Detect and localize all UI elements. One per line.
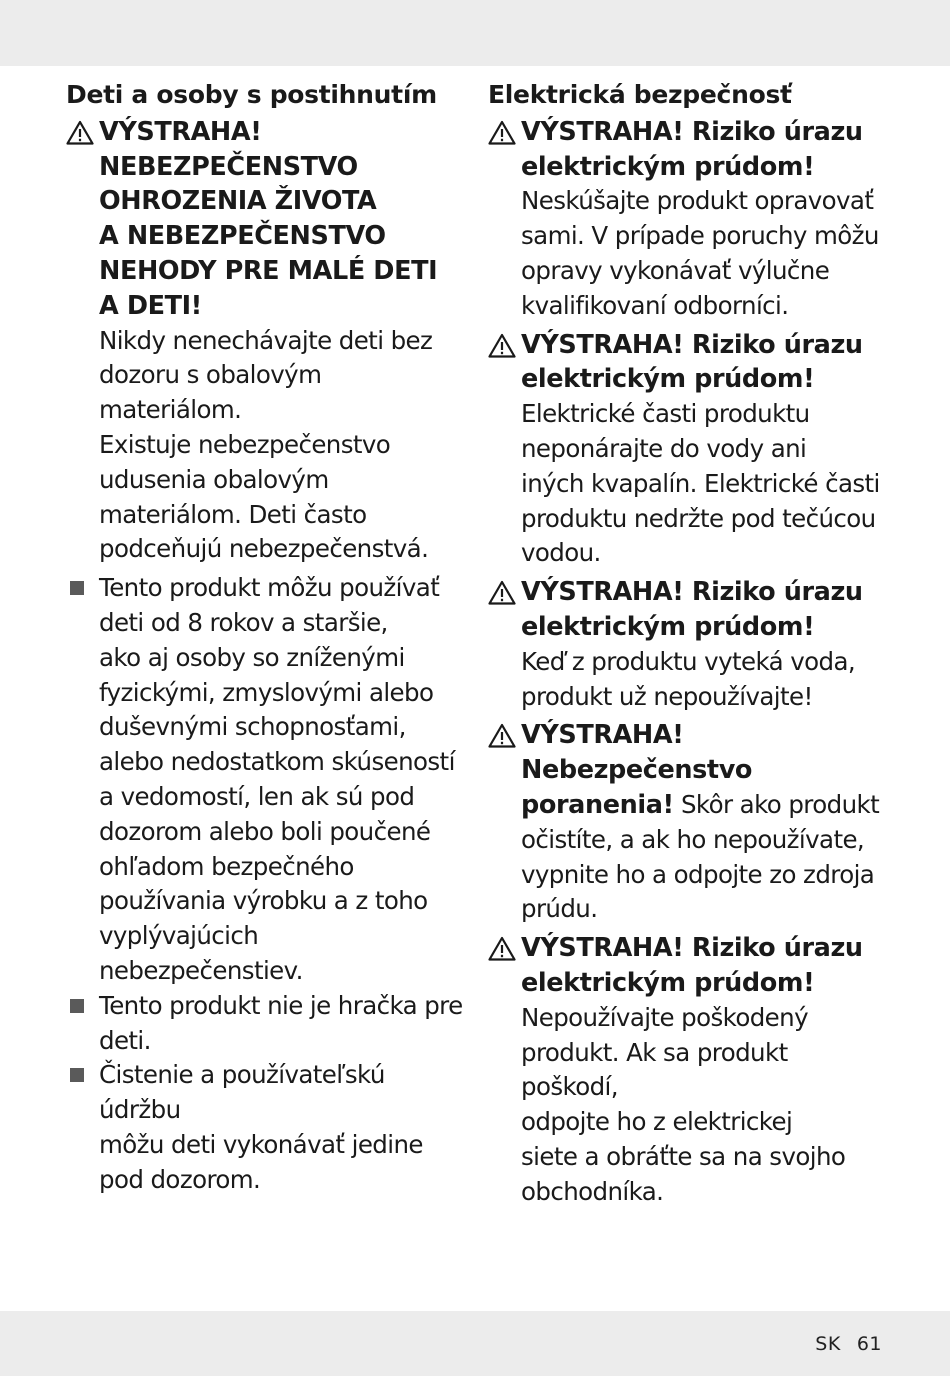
warning-block <box>488 115 888 324</box>
warning-text: Nepoužívajte poškodený produkt. Ak sa produkt poškodí, odpojte ho z elektrickej siete a obráťte sa na svojho obchodníka. <box>521 1002 846 1206</box>
list-item <box>66 571 466 989</box>
language-code: SK <box>815 1333 841 1355</box>
warning-triangle-icon <box>488 936 516 961</box>
warning-text: Keď z produktu vyteká voda, produkt už nepoužívajte! <box>521 646 856 711</box>
header-band <box>0 0 950 66</box>
warning-title: VÝSTRAHA! NEBEZPEČENSTVO OHROZENIA ŽIVOTA A NEBEZPEČENSTVO NEHODY PRE MALÉ DETI A DETI! <box>99 116 438 321</box>
warning-block <box>488 328 888 572</box>
warning-block <box>488 718 888 927</box>
warning-triangle-icon <box>488 723 516 748</box>
list-item <box>66 989 466 1059</box>
page-number: 61 <box>856 1333 882 1355</box>
warning-text: Skôr ako produkt očistíte, a ak ho nepoužívate, vypnite ho a odpojte zo zdroja prúdu. <box>521 789 880 924</box>
footer-band <box>0 1311 950 1376</box>
page-footer <box>815 1333 882 1355</box>
section-heading-electrical: Elektrická bezpečnosť <box>488 80 792 109</box>
bullet-square-icon <box>70 581 84 595</box>
left-column <box>66 78 466 1198</box>
warning-title: VÝSTRAHA! Riziko úrazu elektrickým prúdom! <box>521 577 863 642</box>
bullet-square-icon <box>70 999 84 1013</box>
warning-text: Neskúšajte produkt opravovať sami. V prípade poruchy môžu opravy vykonávať výlučne kvalifikovaní odborníci. <box>521 186 879 320</box>
section-heading-children: Deti a osoby s postihnutím <box>66 80 437 109</box>
warning-block <box>488 575 888 714</box>
warning-title: VÝSTRAHA! Riziko úrazu elektrickým prúdom! <box>521 933 863 998</box>
warning-triangle-icon <box>488 580 516 605</box>
warning-triangle-icon <box>488 120 516 145</box>
list-item-text: Čistenie a používateľskú údržbu môžu deti vykonávať jedine pod dozorom. <box>99 1060 423 1194</box>
list-item-text: Tento produkt nie je hračka pre deti. <box>99 990 463 1055</box>
warning-text: Elektrické časti produktu neponárajte do vody ani iných kvapalín. Elektrické časti produktu nedržte pod tečúcou vodou. <box>521 399 880 568</box>
warning-text: Nikdy nenechávajte deti bez dozoru s obalovým materiálom. Existuje nebezpečenstvo udusenia obalovým materiálom. Deti často podceňujú nebezpečenstvá. <box>99 325 433 564</box>
warning-title: VÝSTRAHA! Riziko úrazu elektrickým prúdom! <box>521 116 863 182</box>
warning-title: VÝSTRAHA! Riziko úrazu elektrickým prúdom! <box>521 329 863 395</box>
warning-combined <box>521 718 888 927</box>
bullet-square-icon <box>70 1068 84 1082</box>
warning-triangle-icon <box>488 333 516 358</box>
warning-title: VÝSTRAHA! Nebezpečenstvo poranenia! <box>521 720 753 820</box>
warning-block <box>488 931 888 1209</box>
warning-triangle-icon <box>66 120 94 145</box>
list-item-text: Tento produkt môžu používať deti od 8 rokov a staršie, ako aj osoby so zníženými fyzickými, zmyslovými alebo duševnými schopnosťami, alebo nedostatkom skúseností a vedomostí, len ak sú pod dozorom alebo boli poučené ohľadom bezpečného používania výrobku a z toho vyplývajúcich nebezpečenstiev. <box>99 573 455 985</box>
list-item <box>66 1058 466 1197</box>
right-column <box>488 78 888 1214</box>
warning-block <box>66 115 466 567</box>
